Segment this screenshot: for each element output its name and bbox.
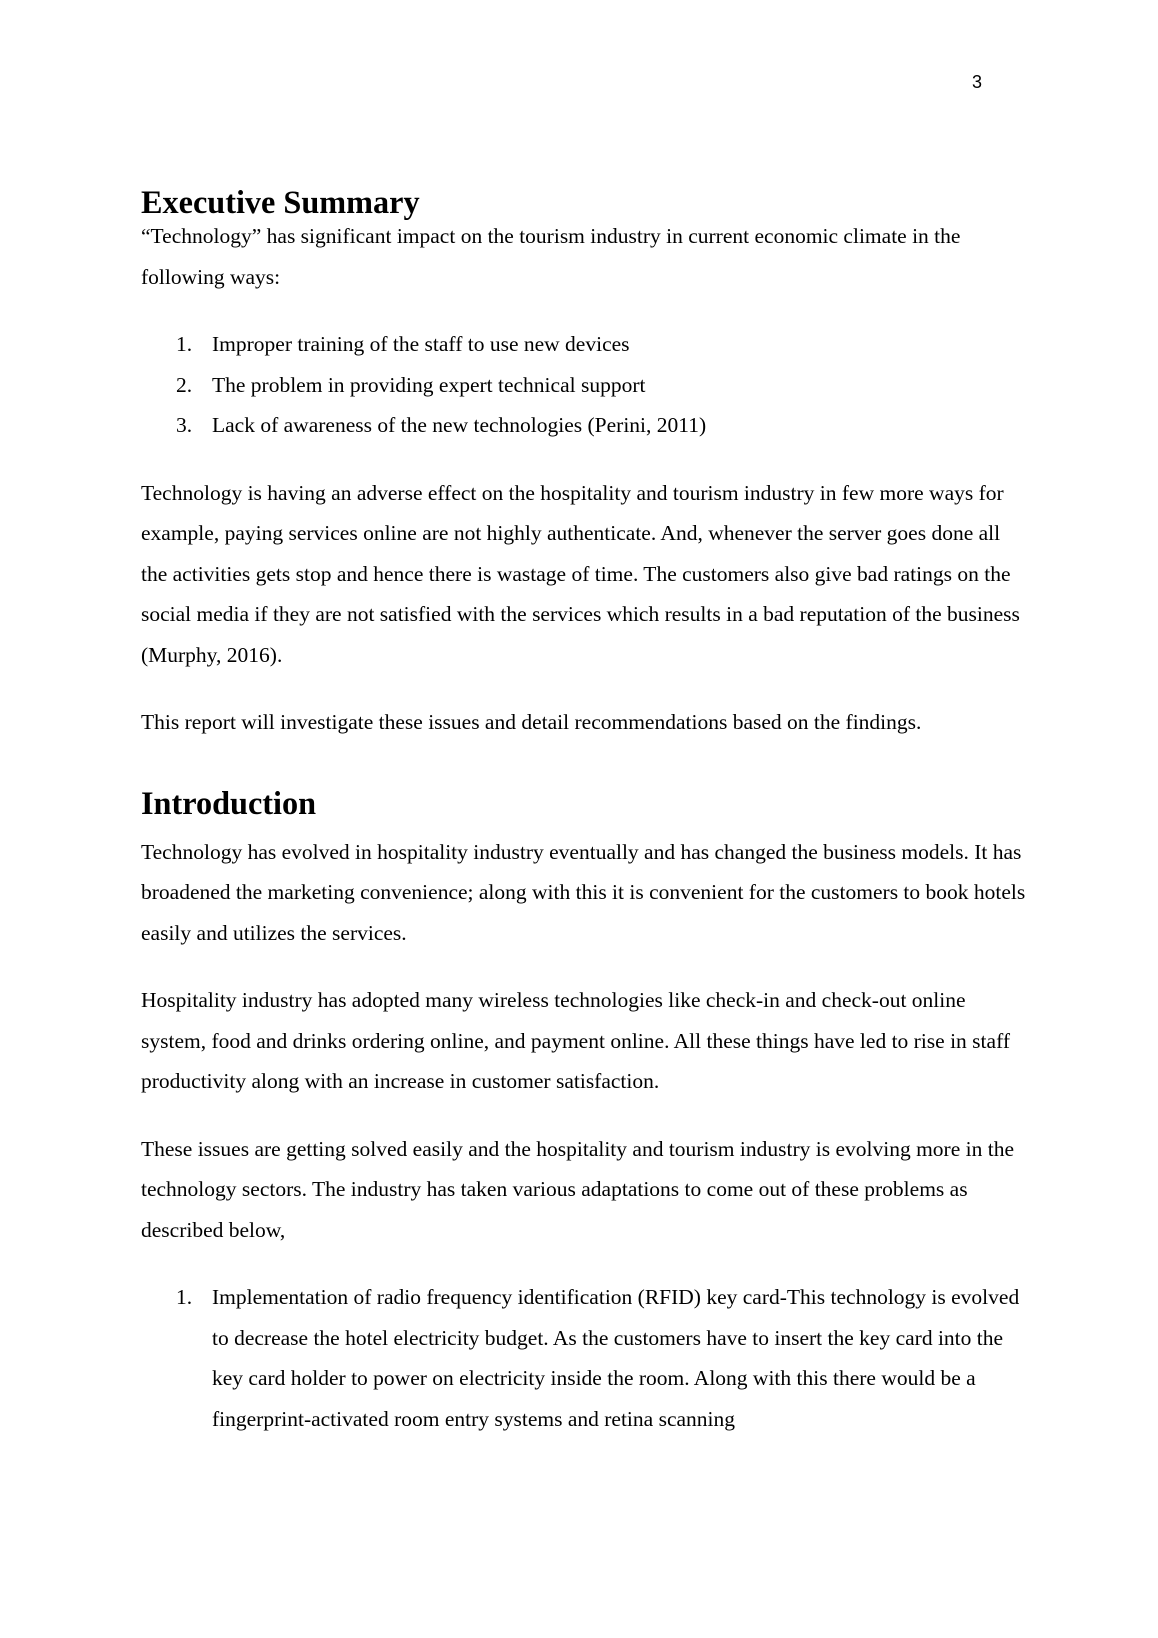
introduction-heading: Introduction [141, 784, 317, 821]
document-body [141, 184, 1026, 1466]
list-item-number: 2. [176, 372, 193, 397]
list-item-text: The problem in providing expert technical support [212, 372, 646, 397]
introduction-list [141, 1277, 1026, 1439]
executive-summary-heading: Executive Summary [141, 184, 420, 220]
executive-summary-list [141, 324, 1026, 446]
list-item-text: Implementation of radio frequency identification (RFID) key card-This technology is evolved to decrease the hotel electricity budget. As the customers have to insert the key card into the key card holder to power on electricity inside the room. Along with this there would be a fingerprint-activated room entry systems and retina scanning [212, 1285, 1020, 1431]
executive-summary-intro: “Technology” has significant impact on the tourism industry in current economic climate in the following ways: [141, 224, 961, 289]
list-item [141, 1277, 1026, 1439]
list-item-text: Improper training of the staff to use new devices [212, 332, 630, 356]
introduction-paragraph: Technology has evolved in hospitality industry eventually and has changed the business models. It has broadened the marketing convenience; along with this it is convenient for the customers to book hotels easily and utilizes the services. [141, 839, 1026, 945]
list-item-text: Lack of awareness of the new technologies (Perini, 2011) [212, 413, 707, 437]
executive-summary-paragraph: Technology is having an adverse effect on the hospitality and tourism industry in few more ways for example, paying services online are not highly authenticate. And, whenever the server goes done all the activities gets stop and hence there is wastage of time. The customers also give bad ratings on the social media if they are not satisfied with the services which results in a bad reputation of the business (Murphy, 2016). [141, 480, 1020, 667]
introduction-paragraph: Hospitality industry has adopted many wireless technologies like check-in and check-out online system, food and drinks ordering online, and payment online. All these things have led to rise in staff productivity along with an increase in customer satisfaction. [141, 988, 1010, 1093]
list-item-number: 3. [176, 413, 193, 437]
list-item-number: 1. [176, 332, 193, 356]
list-item [141, 405, 1026, 446]
page-number: 3 [971, 72, 982, 92]
executive-summary-paragraph: This report will investigate these issues and detail recommendations based on the findings. [141, 710, 922, 734]
introduction-paragraph: These issues are getting solved easily and the hospitality and tourism industry is evolving more in the technology sectors. The industry has taken various adaptations to come out of these problems as described below, [141, 1136, 1014, 1242]
list-item [141, 324, 1026, 365]
list-item [141, 365, 1026, 406]
list-item-number: 1. [176, 1285, 193, 1309]
